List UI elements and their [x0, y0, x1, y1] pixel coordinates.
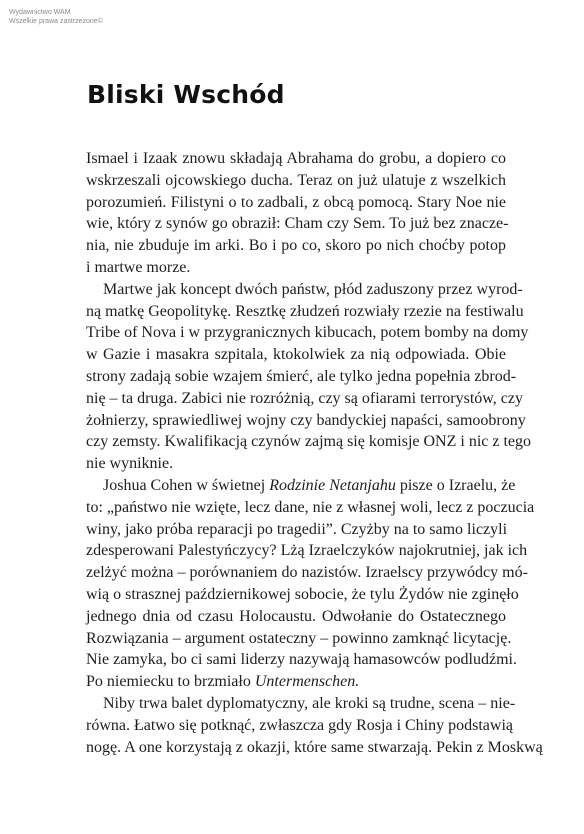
text-line: zdesperowani Palestyńczycy? Lżą Izraelczyków najokrutniej, jak ich	[86, 542, 528, 560]
text-line: nię – ta druga. Zabici nie rozróżnią, czy są ofiarami terrorystów, czy	[86, 389, 523, 407]
paragraph-4	[86, 693, 543, 758]
text-line: to: „państwo nie wzięte, lecz dane, nie z własnej woli, lecz z poczucia	[86, 498, 535, 516]
text-line: Nie zamyka, bo ci sami liderzy nazywają hamasowców podludźmi.	[86, 651, 517, 669]
text-line: Martwe jak koncept dwóch państw, płód zaduszony przez wyrod-	[103, 280, 523, 298]
text-line: żołnierzy, sprawiedliwej wojny czy bandyckiej napaści, samoobrony	[86, 411, 526, 429]
article-title: Bliski Wschód	[87, 80, 285, 109]
text-line: zelżyć można – porównaniem do nazistów. Izraelscy przywódcy mó-	[86, 564, 528, 582]
text-line: nogę. A one korzystają z okazji, które same stwarzają. Pekin z Moskwą	[86, 738, 543, 756]
text-line: Ismael i Izaak znowu składają Abrahama do grobu, a dopiero co	[86, 150, 506, 167]
publisher-name: Wydawnictwo WAM	[9, 9, 71, 16]
text-line: Niby trwa balet dyplomatyczny, ale kroki są trudne, scena – nie-	[103, 694, 516, 712]
text-line: jednego dnia od czasu Holocaustu. Odwołanie do Ostatecznego	[86, 607, 506, 625]
text-line: Tribe of Nova i w przygranicznych kibucach, potem bomby na domy	[86, 324, 529, 342]
text-line	[86, 671, 506, 693]
text-line: porozumień. Filistyni o to zadbali, z obcą pomocą. Stary Noe nie	[86, 193, 506, 211]
text-line: strony zadają sobie wzajem śmierć, ale tylko jedna popełnia zbrod-	[86, 367, 517, 385]
publisher-header	[9, 8, 103, 26]
text-line: Rozwiązania – argument ostateczny – powinno zamknąć licytację.	[86, 629, 512, 647]
paragraph-1	[86, 148, 509, 279]
text-segment: pisze o Izraelu, że	[395, 476, 516, 494]
foreign-term: Untermenschen.	[254, 673, 360, 691]
text-line: równa. Łatwo się potknąć, zwłaszcza gdy Rosja i Chiny podstawią	[86, 716, 513, 734]
text-line: nie wyniknie.	[86, 455, 174, 473]
text-segment: Joshua Cohen w świetnej	[103, 476, 270, 494]
text-line: winy, jako próba reparacji po tragedii”. Czyżby na to samo liczyli	[86, 520, 508, 538]
text-segment: Po niemiecku to brzmiało	[86, 673, 255, 691]
text-line: w Gazie i masakra szpitala, ktokolwiek za nią odpowiada. Obie	[86, 346, 506, 364]
copyright-notice: Wszelkie prawa zastrzeżone©	[9, 18, 103, 25]
article-body	[86, 148, 543, 758]
text-line: nia, nie zbuduje im arki. Bo i po co, skoro po nich choćby potop	[86, 237, 506, 255]
text-line: ną matkę Geopolitykę. Resztkę złudzeń rozwiały rzezie na festiwalu	[86, 302, 524, 320]
text-line	[86, 475, 516, 497]
text-line: i martwe morze.	[86, 258, 191, 276]
text-line: wskrzeszali ojcowskiego ducha. Teraz on już ulatuje z wszelkich	[86, 171, 506, 189]
book-title: Rodzinie Netanjahu	[269, 476, 396, 494]
text-line: wią o strasznej październikowej sobocie, że tylu Żydów nie zginęło	[86, 585, 519, 603]
paragraph-2	[86, 279, 532, 475]
text-line: wie, który z synów go obraził: Cham czy Sem. To już bez znacze-	[86, 215, 509, 233]
paragraph-3	[86, 475, 535, 693]
text-line: czy zemsty. Kwalifikacją czynów zajmą się komisje ONZ i nic z tego	[86, 433, 532, 451]
